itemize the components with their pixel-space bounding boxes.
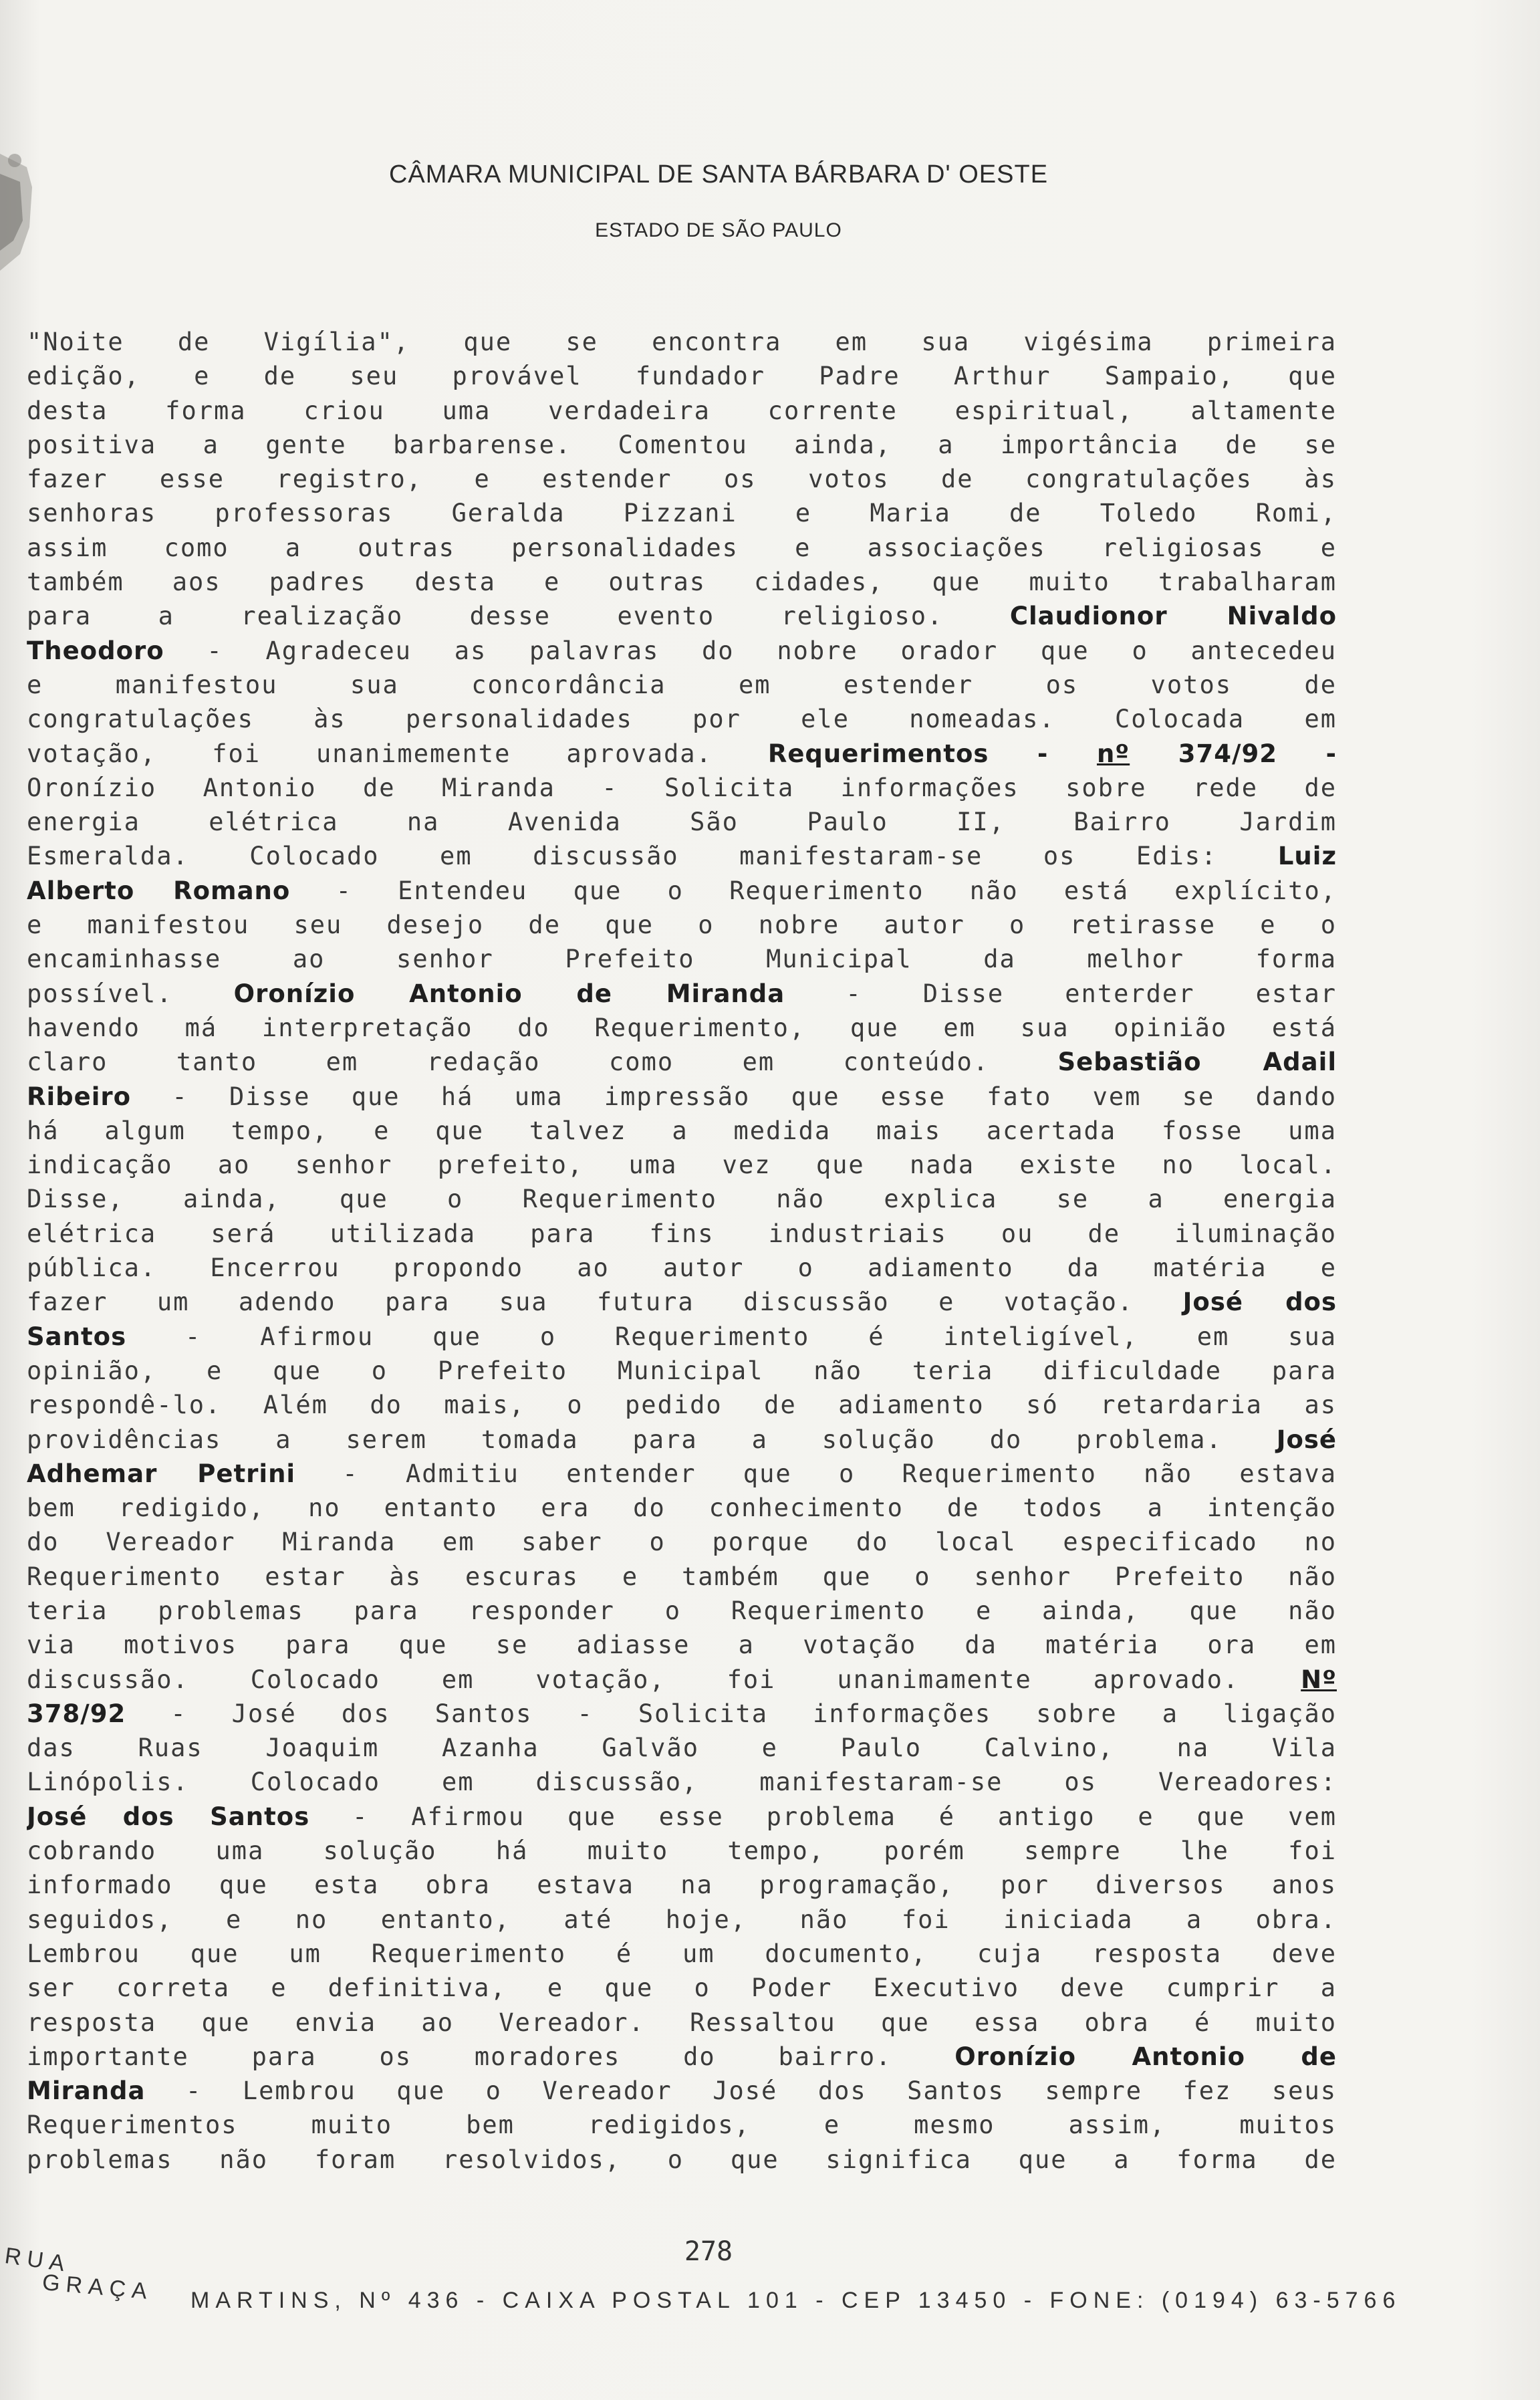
bold-text-segment: Nº xyxy=(1301,1665,1337,1694)
text-segment: seguidos, e no entanto, até hoje, não foi iniciada a obra. xyxy=(27,1905,1337,1934)
text-line xyxy=(27,1320,1337,1354)
text-line xyxy=(27,1285,1337,1319)
text-segment: cobrando uma solução há muito tempo, porém sempre lhe foi xyxy=(27,1836,1337,1866)
bold-text-segment: José dos Santos xyxy=(27,1802,310,1831)
text-segment: desta forma criou uma verdadeira corrente espiritual, altamente xyxy=(27,396,1337,425)
text-line xyxy=(27,1423,1337,1457)
text-segment: Oronízio Antonio de Miranda - Solicita informações sobre rede de xyxy=(27,773,1337,802)
text-segment: via motivos para que se adiasse a votação da matéria ora em xyxy=(27,1631,1337,1660)
bold-text-segment: Oronízio Antonio de xyxy=(954,2042,1337,2071)
text-line xyxy=(27,462,1337,496)
text-segment: indicação ao senhor prefeito, uma vez que nada existe no local. xyxy=(27,1151,1337,1180)
text-line xyxy=(27,805,1337,839)
text-segment: pública. Encerrou propondo ao autor o adiamento da matéria e xyxy=(27,1253,1337,1283)
text-line xyxy=(27,977,1337,1011)
text-line xyxy=(27,1388,1337,1422)
bold-text-segment: Santos xyxy=(27,1322,127,1351)
text-line xyxy=(27,1251,1337,1285)
text-line xyxy=(27,1800,1337,1834)
bold-text-segment: Adhemar Petrini xyxy=(27,1459,296,1488)
bold-text-segment: Miranda xyxy=(27,2076,146,2106)
bold-text-segment: Luiz xyxy=(1277,842,1337,871)
bold-text-segment: 374/92 - xyxy=(1130,739,1337,768)
text-line xyxy=(27,1011,1337,1045)
text-segment: problemas não foram resolvidos, o que significa que a forma de xyxy=(27,2145,1337,2174)
text-segment: providências a serem tomada para a solução do problema. xyxy=(27,1425,1277,1454)
text-line xyxy=(27,1491,1337,1525)
text-segment: bem redigido, no entanto era do conhecimento de todos a intenção xyxy=(27,1493,1337,1523)
text-segment: informado que esta obra estava na programação, por diversos anos xyxy=(27,1871,1337,1900)
text-segment: possível. xyxy=(27,979,234,1008)
text-segment: - Entendeu que o Requerimento não está explícito, xyxy=(290,876,1337,905)
text-line xyxy=(27,1148,1337,1182)
text-segment: - Disse que há uma impressão que esse fato vem se dando xyxy=(131,1082,1337,1111)
text-line xyxy=(27,1525,1337,1559)
text-segment: também aos padres desta e outras cidades, que muito trabalharam xyxy=(27,568,1337,597)
text-segment: discussão. Colocado em votação, foi unanimamente aprovado. xyxy=(27,1665,1301,1694)
text-line xyxy=(27,599,1337,633)
text-line xyxy=(27,496,1337,530)
text-line xyxy=(27,1971,1337,2005)
text-line xyxy=(27,839,1337,873)
text-line xyxy=(27,325,1337,359)
text-line xyxy=(27,874,1337,908)
bold-text-segment: Theodoro xyxy=(27,636,164,665)
text-segment: há algum tempo, e que talvez a medida mais acertada fosse uma xyxy=(27,1116,1337,1145)
header-title: CÂMARA MUNICIPAL DE SANTA BÁRBARA D' OESTE xyxy=(388,160,1049,189)
text-segment: assim como a outras personalidades e associações religiosas e xyxy=(27,533,1337,562)
text-line xyxy=(27,702,1337,736)
text-line xyxy=(27,2108,1337,2142)
bold-text-segment: Oronízio Antonio de Miranda xyxy=(233,979,785,1008)
text-line xyxy=(27,1045,1337,1079)
text-segment: congratulações às personalidades por ele nomeadas. Colocada em xyxy=(27,705,1337,734)
text-line xyxy=(27,1903,1337,1937)
text-segment: senhoras professoras Geralda Pizzani e Maria de Toledo Romi, xyxy=(27,499,1337,528)
text-line xyxy=(27,1937,1337,1971)
text-segment: - Afirmou que o Requerimento é inteligível, em sua xyxy=(126,1322,1337,1351)
bold-text-segment: Claudionor Nivaldo xyxy=(1009,602,1337,631)
text-segment: teria problemas para responder o Requerimento e ainda, que não xyxy=(27,1596,1337,1625)
text-segment: positiva a gente barbarense. Comentou ainda, a importância de se xyxy=(27,430,1337,459)
footer-address xyxy=(3,2243,1537,2323)
text-line xyxy=(27,1697,1337,1731)
footer-address-part2: GRAÇA xyxy=(41,2270,154,2305)
text-line xyxy=(27,1765,1337,1799)
text-segment: - Afirmou que esse problema é antigo e que vem xyxy=(309,1802,1337,1831)
text-line xyxy=(27,1182,1337,1216)
text-segment: edição, e de seu provável fundador Padre Arthur Sampaio, que xyxy=(27,362,1337,391)
text-line xyxy=(27,565,1337,599)
footer-address-part1: RUA xyxy=(3,2243,72,2278)
text-line xyxy=(27,2006,1337,2040)
text-segment: Linópolis. Colocado em discussão, manifestaram-se os Vereadores: xyxy=(27,1768,1337,1797)
text-segment: respondê-lo. Além do mais, o pedido de adiamento só retardaria as xyxy=(27,1391,1337,1420)
text-segment: claro tanto em redação como em conteúdo. xyxy=(27,1048,1058,1077)
bold-text-segment: Sebastião Adail xyxy=(1057,1048,1337,1077)
text-segment: Disse, ainda, que o Requerimento não explica se a energia xyxy=(27,1185,1337,1214)
text-segment: "Noite de Vigília", que se encontra em sua vigésima primeira xyxy=(27,328,1337,356)
text-segment: resposta que envia ao Vereador. Ressaltou que essa obra é muito xyxy=(27,2008,1337,2037)
text-line xyxy=(27,2143,1337,2177)
bold-text-segment: José xyxy=(1276,1425,1337,1454)
text-segment: energia elétrica na Avenida São Paulo II, Bairro Jardim xyxy=(27,808,1337,837)
text-line xyxy=(27,2074,1337,2108)
text-line xyxy=(27,2040,1337,2074)
text-segment: Requerimentos muito bem redigidos, e mesmo assim, muitos xyxy=(27,2111,1337,2140)
text-line xyxy=(27,531,1337,565)
text-line xyxy=(27,1114,1337,1148)
text-line xyxy=(27,1457,1337,1491)
text-segment: Lembrou que um Requerimento é um documento, cuja resposta deve xyxy=(27,1939,1337,1968)
bold-text-segment: nº xyxy=(1096,739,1130,768)
text-line xyxy=(27,1731,1337,1765)
bold-text-segment: Alberto Romano xyxy=(27,876,291,905)
minutes-body-text xyxy=(27,325,1337,2177)
bold-text-segment: Ribeiro xyxy=(27,1082,132,1111)
text-line xyxy=(27,771,1337,805)
text-segment: votação, foi unanimemente aprovada. xyxy=(27,739,768,768)
text-line xyxy=(27,737,1337,771)
text-line xyxy=(27,908,1337,942)
bold-text-segment: José dos xyxy=(1182,1288,1337,1317)
text-line xyxy=(27,1834,1337,1868)
page-number: 278 xyxy=(684,2236,733,2267)
text-segment: Esmeralda. Colocado em discussão manifestaram-se os Edis: xyxy=(27,842,1278,871)
text-line xyxy=(27,1663,1337,1697)
text-line xyxy=(27,1628,1337,1662)
text-segment: Requerimento estar às escuras e também que o senhor Prefeito não xyxy=(27,1562,1337,1591)
text-line xyxy=(27,394,1337,428)
text-segment: das Ruas Joaquim Azanha Galvão e Paulo Calvino, na Vila xyxy=(27,1733,1337,1763)
text-segment: encaminhasse ao senhor Prefeito Municipal da melhor forma xyxy=(27,945,1337,974)
text-line xyxy=(27,359,1337,393)
text-line xyxy=(27,942,1337,976)
text-segment: e manifestou seu desejo de que o nobre autor o retirasse e o xyxy=(27,911,1337,940)
text-segment: fazer esse registro, e estender os votos de congratulações às xyxy=(27,465,1337,494)
text-segment: para a realização desse evento religioso. xyxy=(27,602,1010,631)
text-segment: - Disse enterder estar xyxy=(785,979,1337,1008)
text-segment: havendo má interpretação do Requerimento, que em sua opinião está xyxy=(27,1013,1337,1042)
text-segment: importante para os moradores do bairro. xyxy=(27,2042,955,2071)
text-segment: - Agradeceu as palavras do nobre orador que o antecedeu xyxy=(164,636,1337,665)
header-subtitle: ESTADO DE SÃO PAULO xyxy=(595,219,842,241)
text-line xyxy=(27,1217,1337,1251)
text-line xyxy=(27,668,1337,702)
text-segment: - José dos Santos - Solicita informações sobre a ligação xyxy=(126,1699,1337,1728)
footer-address-part3: MARTINS, Nº 436 - CAIXA POSTAL 101 - CEP 13450 - FONE: (0194) 63-5766 xyxy=(190,2288,1402,2313)
text-line xyxy=(27,634,1337,668)
text-segment: ser correta e definitiva, e que o Poder Executivo deve cumprir a xyxy=(27,1973,1337,2003)
text-line xyxy=(27,1868,1337,1902)
text-line xyxy=(27,1080,1337,1114)
text-segment: - Lembrou que o Vereador José dos Santos sempre fez seus xyxy=(145,2076,1337,2106)
text-segment: elétrica será utilizada para fins industriais ou de iluminação xyxy=(27,1219,1337,1248)
bold-text-segment: 378/92 xyxy=(27,1699,126,1728)
text-line xyxy=(27,428,1337,462)
text-segment: fazer um adendo para sua futura discussão e votação. xyxy=(27,1288,1183,1317)
text-segment: - Admitiu entender que o Requerimento não estava xyxy=(295,1459,1337,1488)
text-line xyxy=(27,1354,1337,1388)
text-line xyxy=(27,1560,1337,1594)
text-line xyxy=(27,1594,1337,1628)
text-segment: e manifestou sua concordância em estender os votos de xyxy=(27,670,1337,699)
text-segment: do Vereador Miranda em saber o porque do local especificado no xyxy=(27,1528,1337,1557)
text-segment: opinião, e que o Prefeito Municipal não teria dificuldade para xyxy=(27,1356,1337,1385)
bold-text-segment: Requerimentos - xyxy=(767,739,1097,768)
